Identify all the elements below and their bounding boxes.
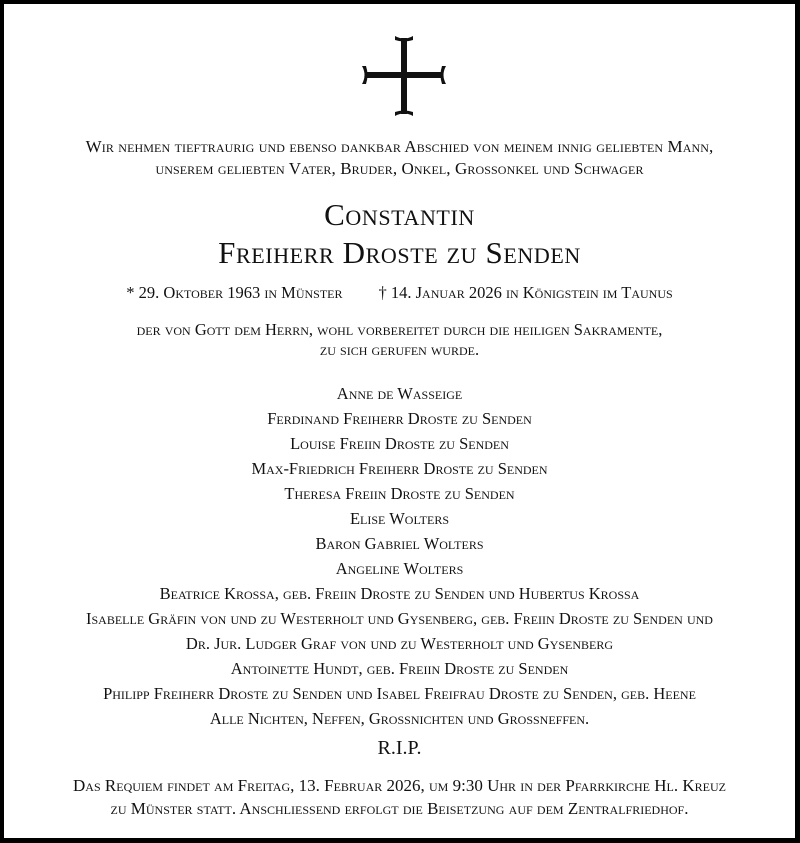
sacrament-line-1: der von Gott dem Herrn, wohl vorbereitet durch die heiligen Sakramente, [136,320,663,339]
mourner: Angeline Wolters [335,559,464,578]
rip-text: R.I.P. [377,737,422,759]
intro-line-1: Wir nehmen tieftraurig und ebenso dankbar Abschied von meinem innig geliebten Mann, [85,137,714,156]
cross-icon [359,32,449,120]
deceased-title-surname: Freiherr Droste zu Senden [218,235,581,270]
service-line-1: Das Requiem findet am Freitag, 13. Februar 2026, um 9:30 Uhr in der Pfarrkirche Hl. Kreuz [73,776,726,795]
life-dates [4,283,795,303]
mourner: Anne de Wasseige [336,384,463,403]
mourner: Theresa Freiin Droste zu Senden [284,484,515,503]
mourner: Dr. Jur. Ludger Graf von und zu Westerholt und Gysenberg [185,634,614,653]
deceased-first-name: Constantin [324,197,475,232]
mourner: Baron Gabriel Wolters [315,534,484,553]
sacrament-line-2: zu sich gerufen wurde. [319,340,480,359]
intro-line-2: unserem geliebten Vater, Bruder, Onkel, Grossonkel und Schwager [155,159,644,178]
obituary-notice [4,4,795,838]
death-date: † 14. Januar 2026 in Königstein im Taunus [378,283,673,302]
mourner: Alle Nichten, Neffen, Grossnichten und Grossneffen. [209,709,590,728]
mourner: Antoinette Hundt, geb. Freiin Droste zu Senden [230,659,569,678]
service-line-2: zu Münster statt. Anschliessend erfolgt die Beisetzung auf dem Zentralfriedhof. [110,799,689,818]
mourner: Isabelle Gräfin von und zu Westerholt und Gysenberg, geb. Freiin Droste zu Senden und [86,609,713,628]
birth-date: * 29. Oktober 1963 in Münster [126,283,343,302]
mourner: Max-Friedrich Freiherr Droste zu Senden [251,459,548,478]
mourner: Ferdinand Freiherr Droste zu Senden [267,409,532,428]
mourner: Louise Freiin Droste zu Senden [290,434,509,453]
mourner: Beatrice Krossa, geb. Freiin Droste zu Senden und Hubertus Krossa [159,584,640,603]
mourner: Elise Wolters [349,509,450,528]
mourner: Philipp Freiherr Droste zu Senden und Isabel Freifrau Droste zu Senden, geb. Heene [103,684,696,703]
